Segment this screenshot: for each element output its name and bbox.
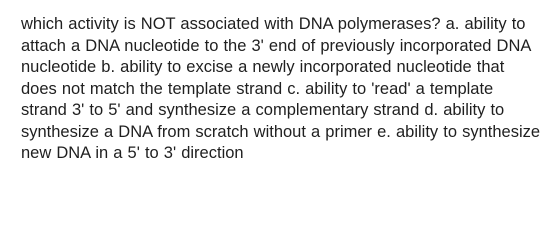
question-text: which activity is NOT associated with DNA polymerases? a. ability to attach a DNA nucleotide to the 3' end of previously incorporated DNA nucleotide b. ability to excise a newly incorporated nucleotide that does not match the template strand c. ability to 'read' a template strand 3' to 5' and synthesize a complementary strand d. ability to synthesize a DNA from scratch without a primer e. ability to synthesize new DNA in a 5' to 3' direction xyxy=(21,15,541,162)
